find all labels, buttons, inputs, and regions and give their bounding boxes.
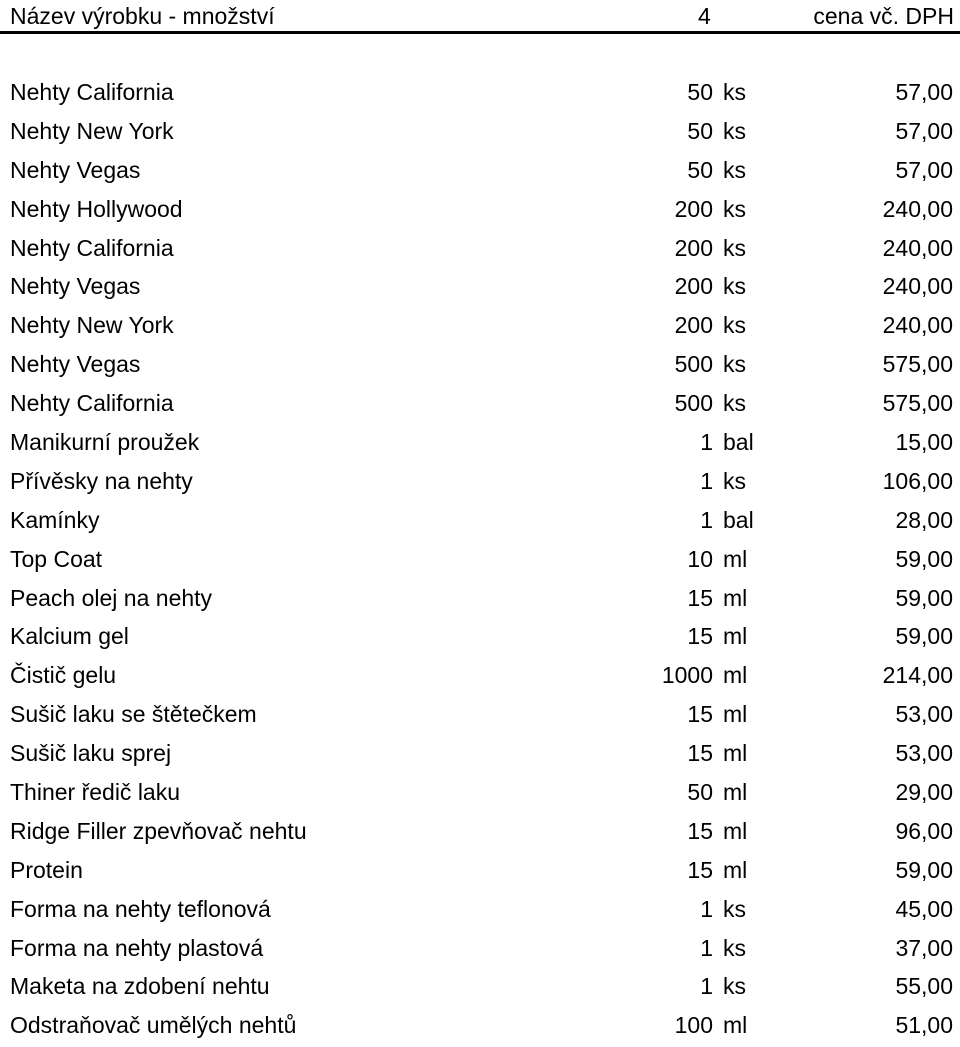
product-price: 15,00 (895, 429, 953, 456)
table-row (0, 969, 960, 1008)
table-row (0, 814, 960, 853)
table-row (0, 736, 960, 775)
product-price: 55,00 (895, 973, 953, 1000)
table-row (0, 775, 960, 814)
table-row (0, 931, 960, 970)
product-quantity: 1 (700, 934, 713, 961)
table-row (0, 386, 960, 425)
product-name: Peach olej na nehty (10, 584, 213, 611)
product-quantity: 500 (674, 390, 713, 417)
product-price: 59,00 (895, 545, 953, 572)
product-price: 57,00 (895, 79, 953, 105)
table-row (0, 75, 960, 114)
product-unit: ks (723, 195, 746, 222)
product-unit: bal (723, 429, 754, 456)
product-price: 59,00 (895, 584, 953, 611)
table-row (0, 153, 960, 192)
product-price: 29,00 (895, 779, 953, 806)
table-row (0, 542, 960, 581)
table-row (0, 231, 960, 270)
table-row (0, 853, 960, 892)
product-unit: ml (723, 584, 748, 611)
product-unit: ks (723, 234, 746, 261)
product-price: 96,00 (895, 817, 953, 844)
product-name: Manikurní proužek (10, 429, 200, 456)
table-row (0, 347, 960, 386)
product-name: Nehty Hollywood (10, 195, 183, 222)
product-name: Čistič gelu (10, 662, 117, 689)
product-name: Nehty Vegas (10, 156, 141, 183)
product-price: 214,00 (882, 662, 953, 689)
product-price: 37,00 (895, 934, 953, 961)
product-unit: ml (723, 856, 748, 883)
product-price: 240,00 (882, 312, 953, 339)
table-row (0, 697, 960, 736)
table-row (0, 658, 960, 697)
product-price: 59,00 (895, 623, 953, 650)
product-table-body (0, 75, 960, 1047)
product-quantity: 1 (700, 429, 713, 456)
product-unit: ml (723, 740, 748, 767)
product-name: Nehty California (10, 79, 174, 105)
table-row (0, 619, 960, 658)
product-name: Ridge Filler zpevňovač nehtu (10, 817, 307, 844)
table-row (0, 192, 960, 231)
product-unit: ml (723, 701, 748, 728)
table-row (0, 892, 960, 931)
table-row (0, 503, 960, 542)
product-unit: ml (723, 817, 748, 844)
product-price: 240,00 (882, 195, 953, 222)
product-quantity: 15 (687, 701, 713, 728)
product-name: Protein (10, 856, 83, 883)
product-name: Nehty New York (10, 312, 174, 339)
product-quantity: 200 (674, 195, 713, 222)
product-name: Thiner ředič laku (10, 779, 181, 806)
product-quantity: 50 (687, 779, 713, 806)
product-unit: ks (723, 973, 746, 1000)
product-name: Nehty Vegas (10, 273, 141, 300)
product-unit: ks (723, 273, 746, 300)
product-price: 57,00 (895, 117, 953, 144)
product-quantity: 50 (687, 79, 713, 105)
product-quantity: 1 (700, 506, 713, 533)
product-name: Odstraňovač umělých nehtů (10, 1012, 297, 1039)
product-price: 28,00 (895, 506, 953, 533)
table-row (0, 114, 960, 153)
product-name: Nehty California (10, 234, 174, 261)
product-price: 575,00 (882, 390, 953, 417)
product-price: 51,00 (895, 1012, 953, 1039)
product-quantity: 100 (674, 1012, 713, 1039)
product-quantity: 15 (687, 856, 713, 883)
product-name: Nehty Vegas (10, 351, 141, 378)
product-quantity: 1 (700, 895, 713, 922)
product-name: Forma na nehty plastová (10, 934, 264, 961)
product-name: Nehty New York (10, 117, 174, 144)
table-row (0, 425, 960, 464)
product-unit: ml (723, 623, 748, 650)
product-unit: ml (723, 545, 748, 572)
product-unit: bal (723, 506, 754, 533)
product-price: 45,00 (895, 895, 953, 922)
table-row (0, 269, 960, 308)
product-quantity: 1 (700, 973, 713, 1000)
product-name: Forma na nehty teflonová (10, 895, 271, 922)
product-name: Maketa na zdobení nehtu (10, 973, 270, 1000)
product-name: Top Coat (10, 545, 103, 572)
product-quantity: 50 (687, 156, 713, 183)
product-name: Kalcium gel (10, 623, 129, 650)
product-unit: ml (723, 662, 748, 689)
product-unit: ks (723, 351, 746, 378)
product-quantity: 200 (674, 273, 713, 300)
product-unit: ml (723, 779, 748, 806)
product-quantity: 15 (687, 584, 713, 611)
product-quantity: 200 (674, 234, 713, 261)
product-unit: ks (723, 895, 746, 922)
product-unit: ks (723, 467, 746, 494)
header-product-name: Název výrobku - množství (10, 3, 275, 29)
product-quantity: 15 (687, 740, 713, 767)
product-unit: ks (723, 79, 746, 105)
product-quantity: 1 (700, 467, 713, 494)
product-quantity: 500 (674, 351, 713, 378)
product-quantity: 10 (687, 545, 713, 572)
product-quantity: 1000 (661, 662, 713, 689)
product-price: 59,00 (895, 856, 953, 883)
product-price: 106,00 (882, 467, 953, 494)
product-price: 240,00 (882, 234, 953, 261)
product-quantity: 15 (687, 817, 713, 844)
product-name: Přívěsky na nehty (10, 467, 193, 494)
product-unit: ks (723, 390, 746, 417)
product-name: Sušič laku se štětečkem (10, 701, 257, 728)
product-quantity: 200 (674, 312, 713, 339)
product-price: 53,00 (895, 740, 953, 767)
product-name: Nehty California (10, 390, 174, 417)
table-row (0, 581, 960, 620)
product-name: Kamínky (10, 506, 100, 533)
product-unit: ml (723, 1012, 748, 1039)
product-unit: ks (723, 156, 746, 183)
header-price: cena vč. DPH (813, 3, 954, 29)
table-row (0, 464, 960, 503)
product-price: 575,00 (882, 351, 953, 378)
product-price: 53,00 (895, 701, 953, 728)
table-header (0, 0, 960, 34)
product-quantity: 15 (687, 623, 713, 650)
table-row (0, 308, 960, 347)
product-name: Sušič laku sprej (10, 740, 172, 767)
product-quantity: 50 (687, 117, 713, 144)
product-price: 240,00 (882, 273, 953, 300)
product-unit: ks (723, 312, 746, 339)
product-unit: ks (723, 934, 746, 961)
product-price: 57,00 (895, 156, 953, 183)
product-unit: ks (723, 117, 746, 144)
table-row (0, 1008, 960, 1047)
header-quantity: 4 (698, 3, 711, 29)
